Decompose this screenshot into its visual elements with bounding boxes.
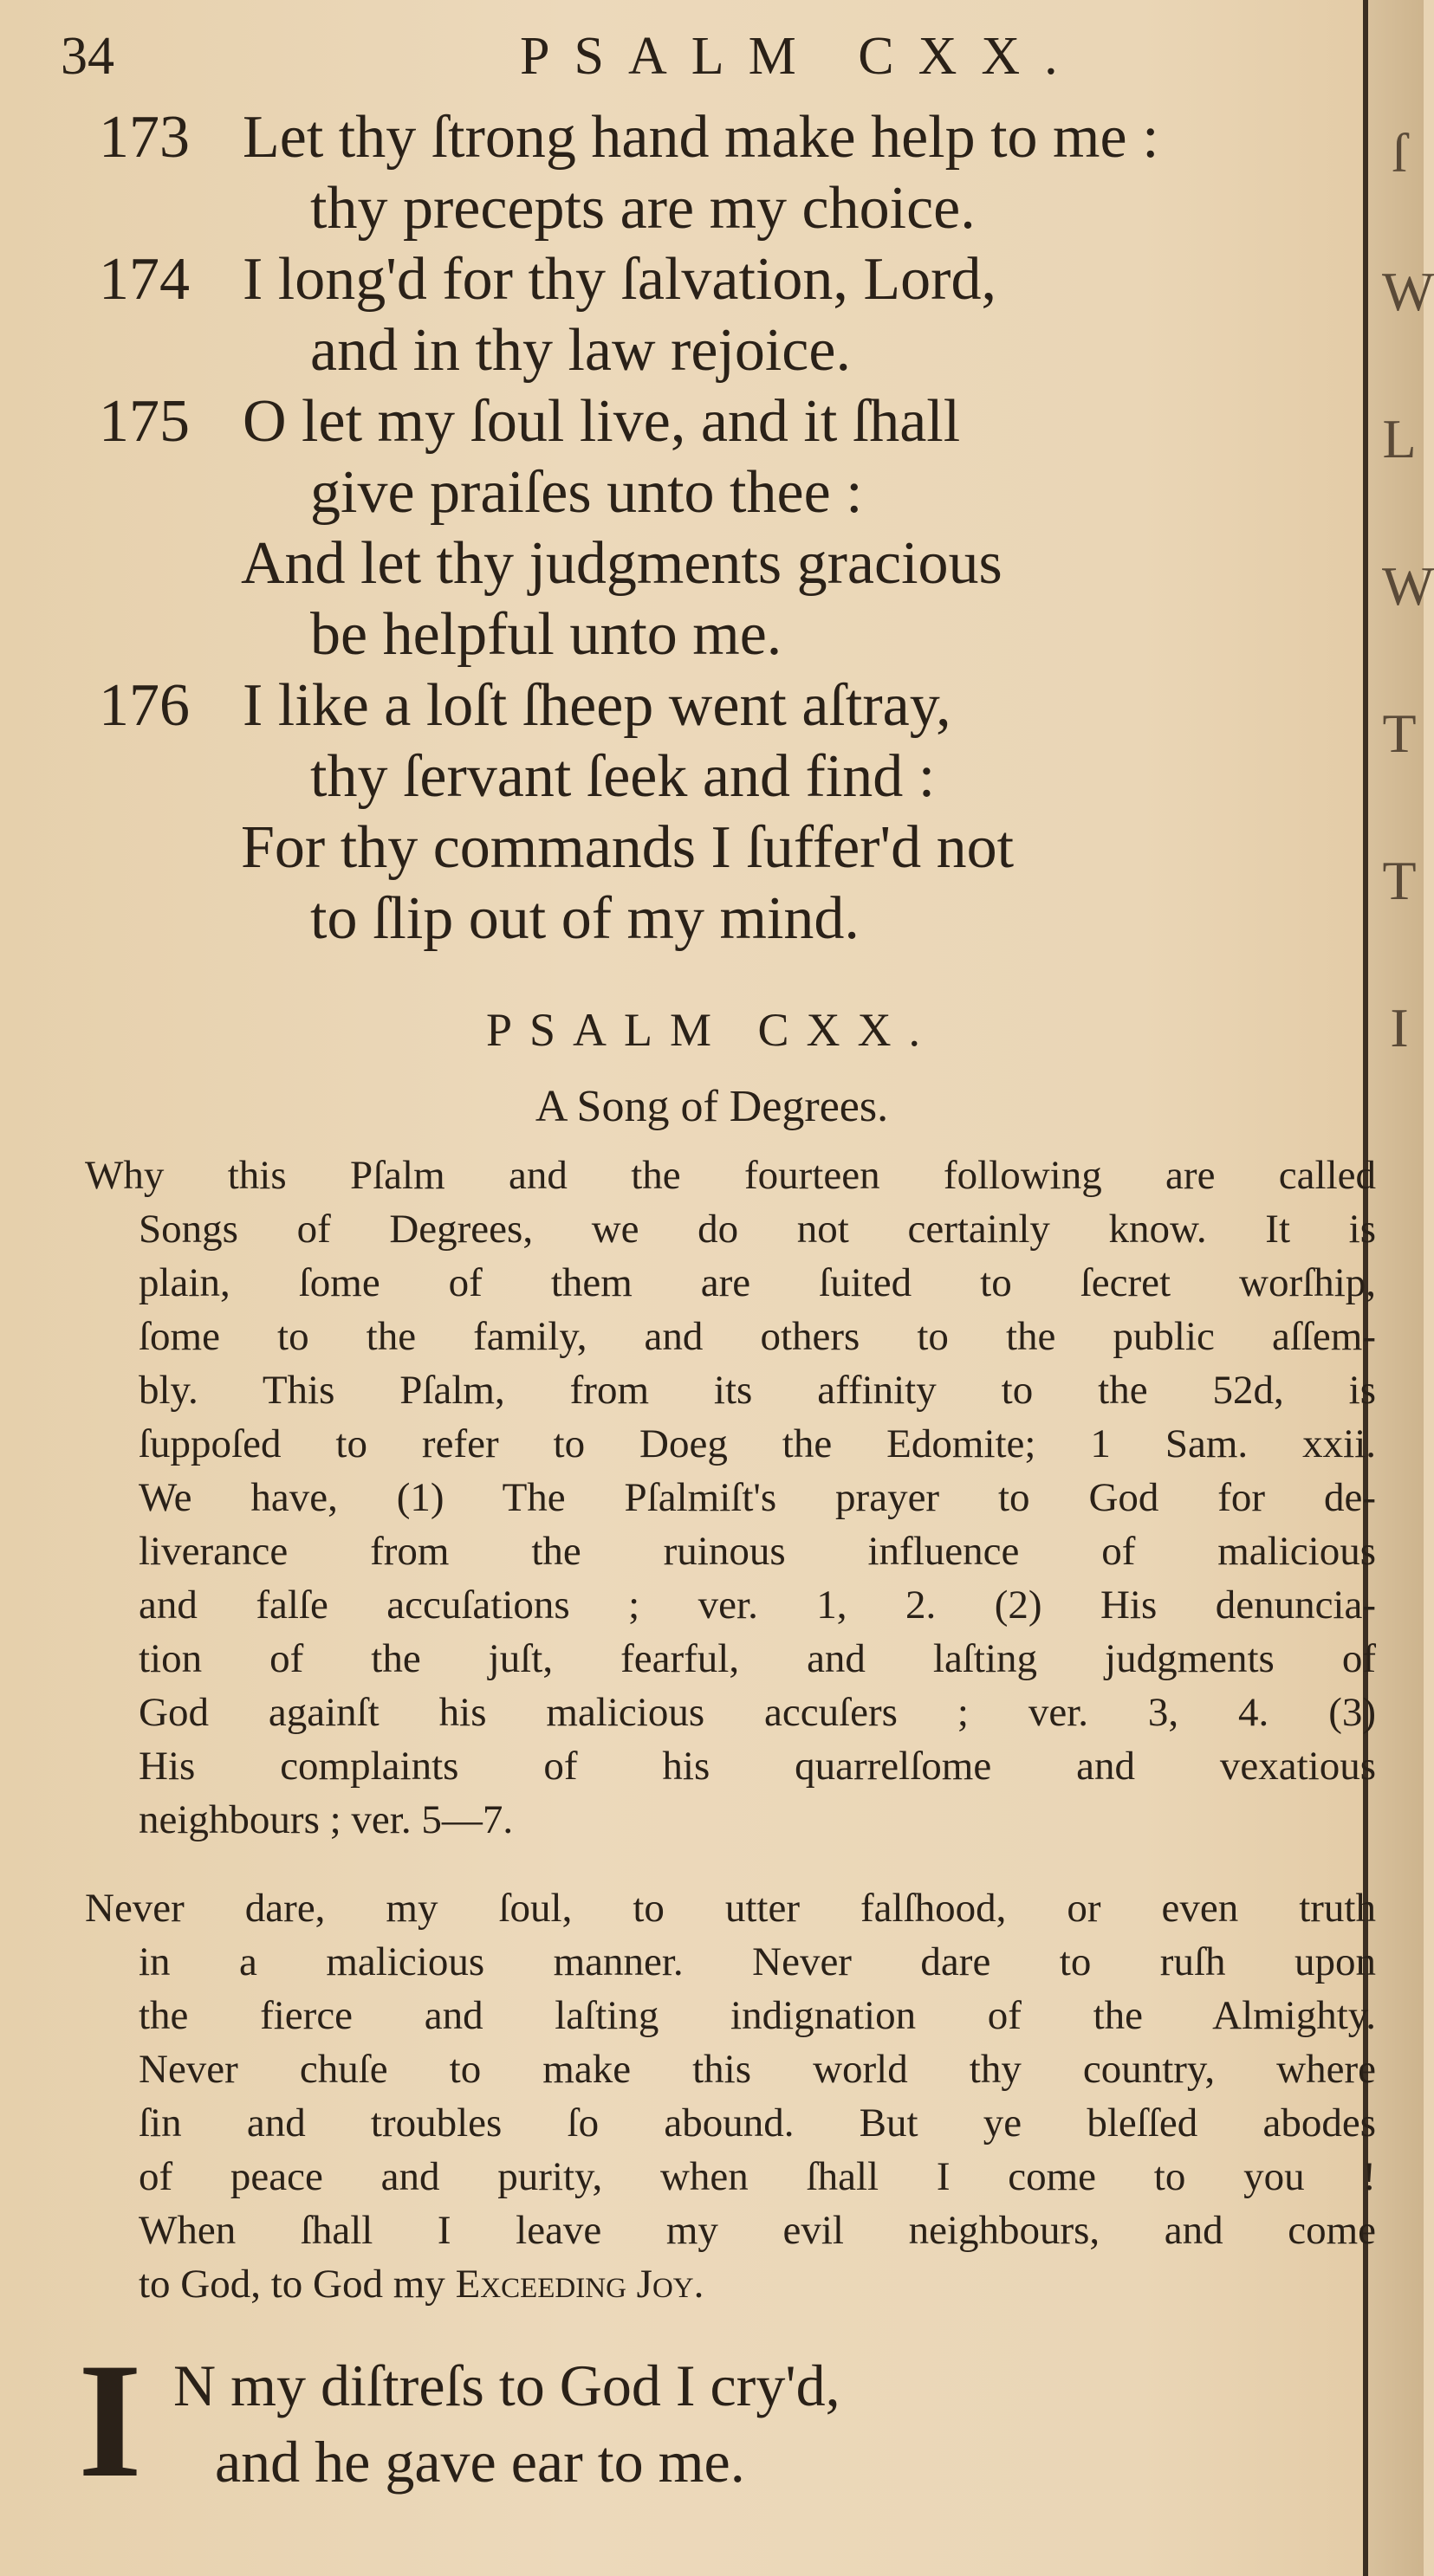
gutter-letter: T	[1382, 850, 1417, 911]
verse-line	[87, 599, 1352, 670]
reflection-line: When ſhall I leave my evil neighbours, and come	[139, 2208, 1376, 2253]
verse-text: And let thy judgments gracious	[241, 530, 1003, 597]
intro-line: liverance from the ruinous influence of malicious	[139, 1529, 1376, 1574]
verse-line	[87, 670, 1352, 741]
intro-line: God againſt his malicious accuſers ; ver. 3, 4. (3)	[139, 1690, 1376, 1735]
gutter-letter: I	[1390, 997, 1409, 1058]
gutter-letter: W	[1382, 555, 1434, 617]
verse-text: I long'd for thy ſalvation, Lord,	[243, 246, 996, 313]
reflection-line: Never dare, my ſoul, to utter falſhood, or even truth	[85, 1886, 1376, 1931]
reflection-line: ſin and troubles ſo abound. But ye bleſſed abodes	[139, 2100, 1376, 2146]
drop-cap: I	[78, 2330, 142, 2512]
intro-line: and falſe accuſations ; ver. 1, 2. (2) His denuncia-	[139, 1582, 1376, 1628]
verse-text: I like a loſt ſheep went aſtray,	[243, 672, 951, 739]
reflection-paragraph	[85, 1881, 1376, 2311]
verse-text: thy precepts are my choice.	[310, 175, 976, 242]
verse-number: 176	[99, 672, 190, 739]
intro-paragraph	[85, 1149, 1376, 1847]
running-title: PSALM CXX.	[520, 27, 1082, 86]
verse-text: Let thy ſtrong hand make help to me :	[243, 104, 1159, 171]
reflection-line-final	[85, 2257, 1376, 2311]
verse-text: thy ſervant ſeek and find :	[310, 743, 936, 810]
intro-line: neighbours ; ver. 5—7.	[139, 1797, 514, 1842]
verse-line	[87, 386, 1352, 457]
psalm-title: PSALM CXX.	[485, 1004, 938, 1056]
verse-text: to ſlip out of my mind.	[310, 885, 860, 952]
intro-line: Why this Pſalm and the fourteen following are called	[85, 1153, 1376, 1198]
reflection-line: the fierce and laſting indignation of the Almighty.	[139, 1993, 1376, 2038]
psalm-subtitle: A Song of Degrees.	[535, 1082, 889, 1131]
verse-line	[87, 102, 1352, 173]
verse-line	[87, 883, 1352, 955]
intro-line: ſuppoſed to refer to Doeg the Edomite; 1 Sam. xxii.	[139, 1421, 1376, 1466]
verse-text: O let my ſoul live, and it ſhall	[243, 388, 961, 455]
reflection-line: Never chuſe to make this world thy country, where	[139, 2047, 1376, 2092]
gutter-letter: W	[1382, 261, 1434, 322]
verse-text: and in thy law rejoice.	[310, 317, 851, 384]
reflection-line: to God, to God my	[139, 2262, 456, 2307]
verse-block	[87, 102, 1352, 955]
intro-line: plain, ſome of them are ſuited to ſecret worſhip,	[139, 1260, 1376, 1305]
intro-line: His complaints of his quarrelſome and vexatious	[139, 1744, 1376, 1789]
verse-number: 173	[99, 104, 190, 171]
reflection-line: of peace and purity, when ſhall I come to you !	[139, 2154, 1376, 2199]
exceeding-joy: Exceeding Joy.	[455, 2262, 704, 2307]
gutter-letter: T	[1382, 702, 1417, 764]
verse-line	[87, 315, 1352, 386]
gutter-letter: ſ	[1392, 122, 1407, 184]
verse-text: be helpful unto me.	[310, 601, 782, 668]
verse-line	[87, 244, 1352, 315]
verse-line	[87, 173, 1352, 244]
intro-line: We have, (1) The Pſalmiſt's prayer to God for de-	[139, 1475, 1376, 1520]
verse-number: 175	[99, 388, 190, 455]
page-number: 34	[61, 27, 114, 86]
gutter-letter: L	[1382, 408, 1417, 469]
intro-line: tion of the juſt, fearful, and laſting judgments of	[139, 1636, 1376, 1681]
intro-line: ſome to the family, and others to the public aſſem-	[139, 1314, 1376, 1359]
verse-text: For thy commands I ſuffer'd not	[241, 814, 1015, 881]
intro-line: bly. This Pſalm, from its affinity to the 52d, is	[139, 1368, 1376, 1413]
verse-line	[87, 528, 1352, 599]
verse-text: N my diſtreſs to God I cry'd,	[173, 2353, 840, 2418]
running-head	[52, 26, 1386, 95]
verse-text: and he gave ear to me.	[215, 2429, 745, 2495]
verse-line	[87, 457, 1352, 528]
intro-line: Songs of Degrees, we do not certainly know. It is	[139, 1207, 1376, 1252]
reflection-line: in a malicious manner. Never dare to ruſh upon	[139, 1939, 1376, 1984]
verse-text: give praiſes unto thee :	[310, 459, 863, 526]
verse-number: 174	[99, 246, 190, 313]
verse-line	[87, 812, 1352, 883]
verse-line	[87, 741, 1352, 812]
